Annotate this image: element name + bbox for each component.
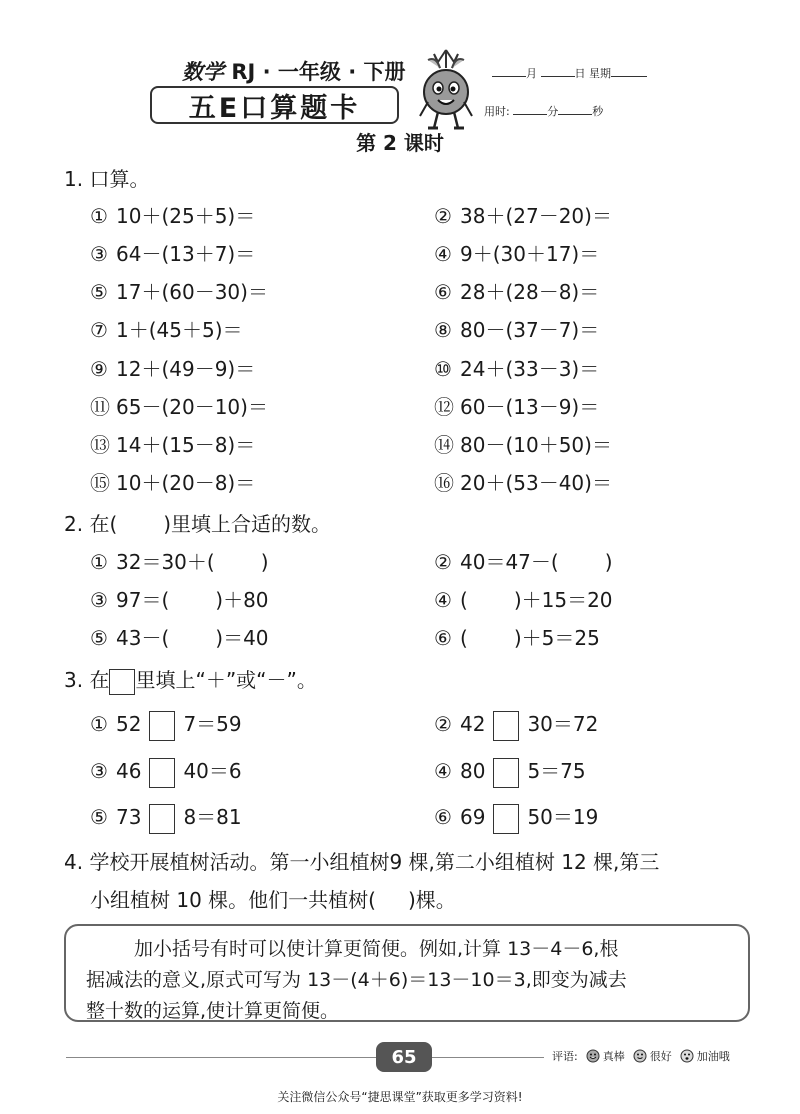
smile-face-icon[interactable] <box>633 1049 647 1063</box>
q1-item[interactable]: ⑥ 28＋(28－8)＝ <box>434 280 600 304</box>
q3-item[interactable]: ④ 80 5＝75 <box>434 755 586 788</box>
q2-item[interactable]: ⑥ ( )＋5＝25 <box>434 626 600 650</box>
footer-divider <box>66 1057 376 1058</box>
q1-item[interactable]: ⑨ 12＋(49－9)＝ <box>90 357 256 381</box>
q3-item[interactable]: ③ 46 40＝6 <box>90 755 242 788</box>
date-fields: 月 日 星期 <box>492 64 647 81</box>
cheer-face-icon[interactable] <box>680 1049 694 1063</box>
q1-item[interactable]: ⑤ 17＋(60－30)＝ <box>90 280 268 304</box>
q1-item[interactable]: ⑭ 80－(10＋50)＝ <box>434 433 612 457</box>
operator-box[interactable] <box>493 758 519 788</box>
q2-item[interactable]: ① 32＝30＋( ) <box>90 550 269 574</box>
operator-box[interactable] <box>149 758 175 788</box>
operator-box[interactable] <box>493 711 519 741</box>
tip-line: 加小括号有时可以使计算更简便。例如,计算 13－4－6,根 <box>134 938 619 960</box>
lesson-title: 第 2 课时 <box>356 131 444 155</box>
tip-box <box>64 924 750 1022</box>
q2-item[interactable]: ③ 97＝( )＋80 <box>90 588 269 612</box>
subject-label: 数学 RJ · 一年级 · 下册 <box>182 59 406 84</box>
worksheet-title: 五E口算题卡 <box>150 86 399 124</box>
month-blank[interactable] <box>492 64 526 77</box>
q3-item[interactable]: ① 52 7＝59 <box>90 708 242 741</box>
vegetable-mascot-icon <box>408 46 484 132</box>
weekday-blank[interactable] <box>611 64 647 77</box>
q3-item[interactable]: ⑥ 69 50＝19 <box>434 801 598 834</box>
q4-text-line1: 4. 学校开展植树活动。第一小组植树9 棵,第二小组植树 12 棵,第三 <box>64 850 660 874</box>
q1-item[interactable]: ⑦ 1＋(45＋5)＝ <box>90 318 243 342</box>
q4-text-line2: 小组植树 10 棵。他们一共植树( )棵。 <box>90 888 456 912</box>
q2-item[interactable]: ② 40＝47－( ) <box>434 550 613 574</box>
q1-item[interactable]: ③ 64－(13＋7)＝ <box>90 242 256 266</box>
q1-item[interactable]: ⑬ 14＋(15－8)＝ <box>90 433 256 457</box>
page-number: 65 <box>376 1042 432 1072</box>
q1-item[interactable]: ④ 9＋(30＋17)＝ <box>434 242 600 266</box>
q1-item[interactable]: ⑪ 65－(20－10)＝ <box>90 395 268 419</box>
q1-item[interactable]: ⑫ 60－(13－9)＝ <box>434 395 600 419</box>
q3-item[interactable]: ⑤ 73 8＝81 <box>90 801 242 834</box>
minutes-blank[interactable] <box>513 102 547 115</box>
day-blank[interactable] <box>541 64 575 77</box>
q1-item[interactable]: ② 38＋(27－20)＝ <box>434 204 612 228</box>
q1-heading: 1. 口算。 <box>64 167 150 191</box>
grin-face-icon[interactable] <box>586 1049 600 1063</box>
tip-line: 据减法的意义,原式可写为 13－(4＋6)＝13－10＝3,即变为减去 <box>86 969 627 991</box>
q2-heading: 2. 在( )里填上合适的数。 <box>64 512 332 536</box>
q3-item[interactable]: ② 42 30＝72 <box>434 708 598 741</box>
q2-item[interactable]: ④ ( )＋15＝20 <box>434 588 613 612</box>
time-used-fields: 用时: 分 秒 <box>484 102 603 119</box>
q1-item[interactable]: ⑮ 10＋(20－8)＝ <box>90 471 256 495</box>
footer-divider <box>432 1057 544 1058</box>
q1-item[interactable]: ⑯ 20＋(53－40)＝ <box>434 471 612 495</box>
operator-box[interactable] <box>149 711 175 741</box>
q2-item[interactable]: ⑤ 43－( )＝40 <box>90 626 269 650</box>
operator-box[interactable] <box>493 804 519 834</box>
q1-item[interactable]: ⑩ 24＋(33－3)＝ <box>434 357 600 381</box>
operator-box[interactable] <box>149 804 175 834</box>
bottom-note: 关注微信公众号“捷思课堂”获取更多学习资料! <box>277 1090 523 1104</box>
sample-box <box>109 669 135 695</box>
rating-bar: 评语: 真棒 很好 加油哦 <box>552 1050 730 1063</box>
tip-line: 整十数的运算,使计算更简便。 <box>86 1000 340 1022</box>
q1-item[interactable]: ① 10＋(25＋5)＝ <box>90 204 256 228</box>
q3-heading: 3. 在 里填上“＋”或“－”。 <box>64 664 317 695</box>
q1-item[interactable]: ⑧ 80－(37－7)＝ <box>434 318 600 342</box>
seconds-blank[interactable] <box>558 102 592 115</box>
